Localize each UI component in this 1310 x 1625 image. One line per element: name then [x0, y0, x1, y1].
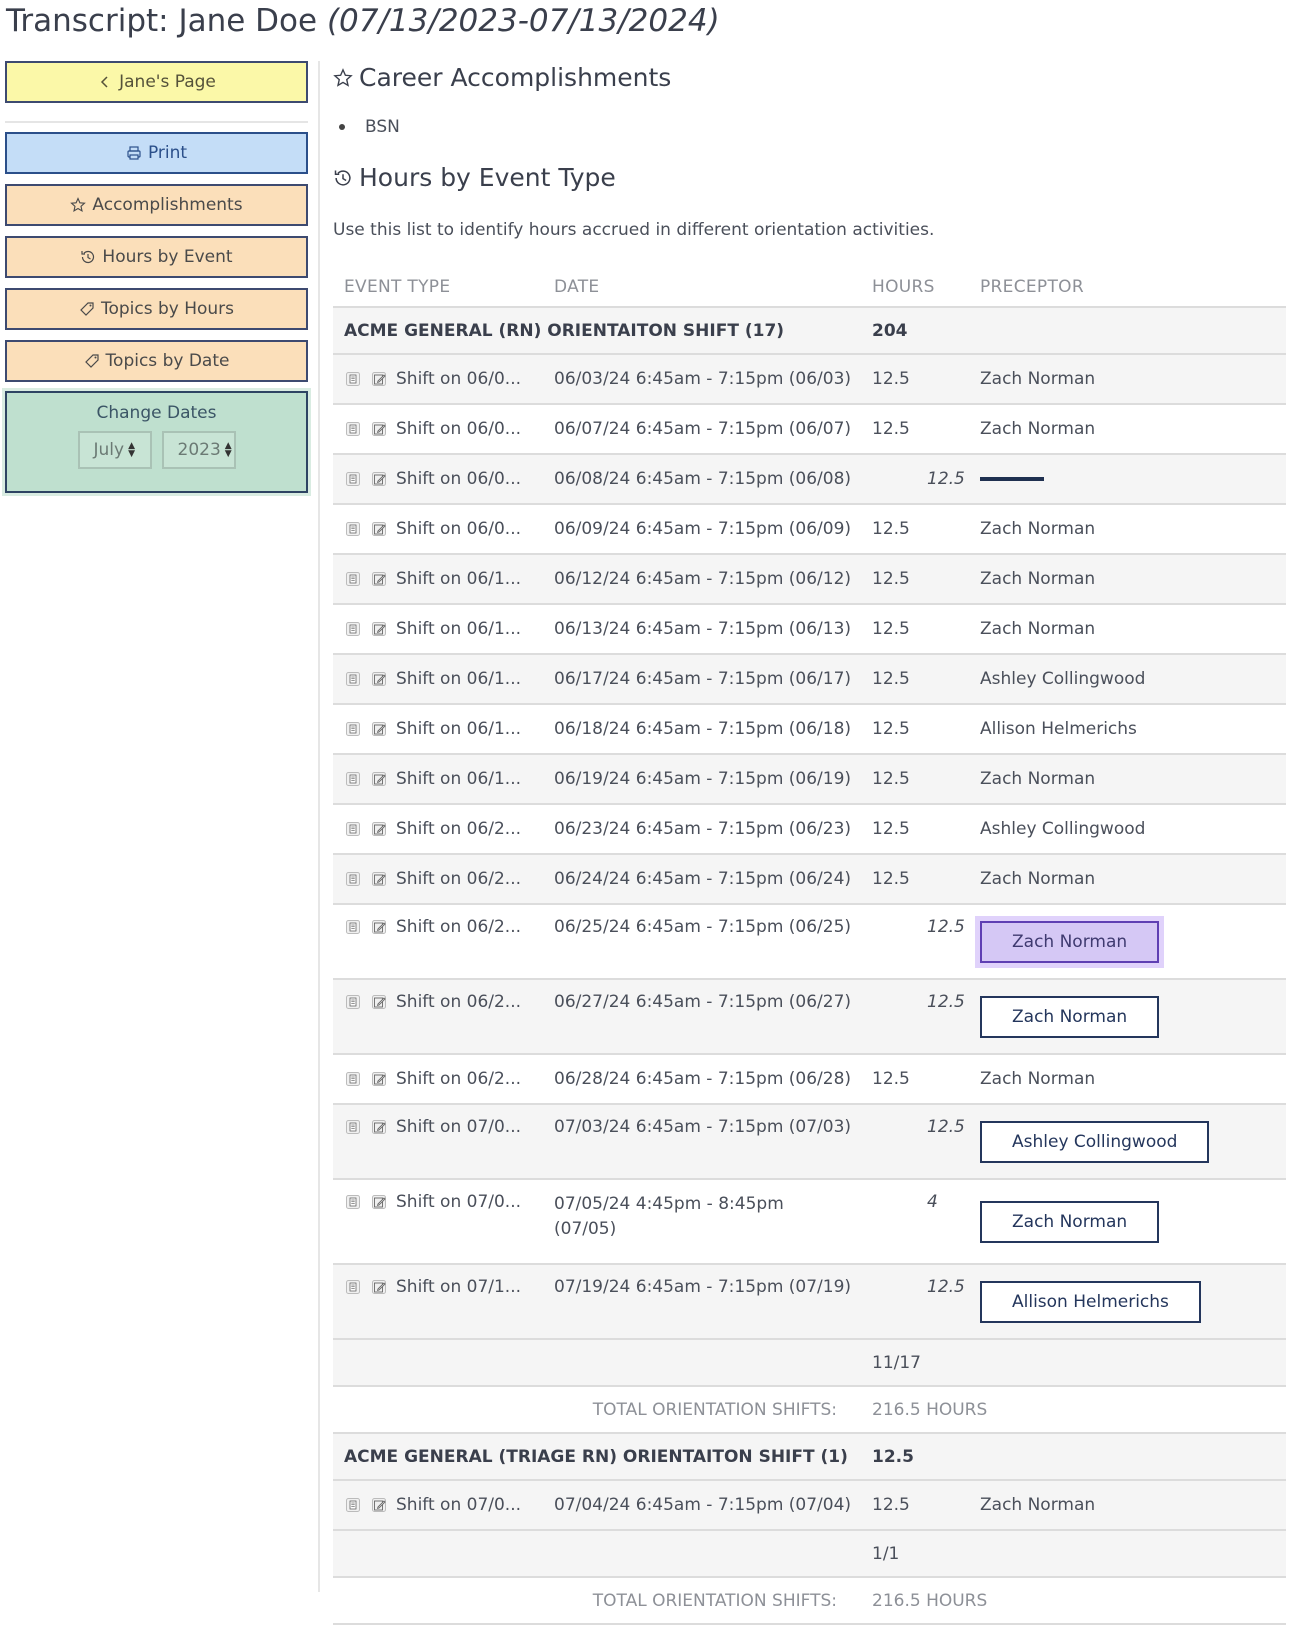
- empty-cell: [333, 1530, 861, 1577]
- table-row: [333, 454, 1286, 504]
- preceptor-cell: [969, 979, 1286, 1054]
- hours-cell: 12.5: [861, 654, 969, 704]
- topics-by-hours-button[interactable]: [5, 288, 308, 330]
- table-row: [333, 1054, 1286, 1104]
- table-row: [333, 1179, 1286, 1264]
- document-icon[interactable]: [344, 370, 362, 388]
- event-cell: [333, 1179, 543, 1264]
- hours-cell: 12.5: [861, 504, 969, 554]
- event-cell: [333, 1054, 543, 1104]
- edit-icon[interactable]: [370, 770, 388, 788]
- document-icon[interactable]: [344, 470, 362, 488]
- group-hours: 204: [861, 307, 969, 354]
- preceptor-cell: [969, 604, 1286, 654]
- group-count: 1/1: [861, 1530, 969, 1577]
- group-total-row: [333, 1577, 1286, 1624]
- hours-by-event-button-label: Hours by Event: [102, 247, 233, 267]
- preceptor-name: Zach Norman: [980, 369, 1096, 389]
- hours-cell: 12.5: [861, 604, 969, 654]
- group-count-row: [333, 1530, 1286, 1577]
- preceptor-name: Zach Norman: [980, 1495, 1096, 1515]
- date-cell: 06/03/24 6:45am - 7:15pm (06/03): [543, 354, 861, 404]
- table-row: [333, 904, 1286, 979]
- edit-icon[interactable]: [370, 570, 388, 588]
- preceptor-cell: [969, 1179, 1286, 1264]
- table-row: [333, 604, 1286, 654]
- date-cell: 06/27/24 6:45am - 7:15pm (06/27): [543, 979, 861, 1054]
- page-title: [6, 0, 720, 42]
- event-name: Shift on 06/2...: [396, 917, 522, 937]
- date-cell: 06/25/24 6:45am - 7:15pm (06/25): [543, 904, 861, 979]
- hours-cell: 12.5: [861, 554, 969, 604]
- event-name: Shift on 06/1...: [396, 719, 522, 739]
- event-name: Shift on 06/1...: [396, 619, 522, 639]
- preceptor-name: Zach Norman: [980, 569, 1096, 589]
- preceptor-button[interactable]: Zach Norman: [980, 921, 1159, 963]
- history-icon: [80, 249, 96, 265]
- column-header-preceptor: PRECEPTOR: [969, 268, 1286, 307]
- event-name: Shift on 06/0...: [396, 469, 522, 489]
- event-name: Shift on 06/0...: [396, 369, 522, 389]
- group-name: ACME GENERAL (TRIAGE RN) ORIENTAITON SHIFT (1): [333, 1433, 861, 1480]
- change-dates-panel: [5, 391, 308, 493]
- edit-icon[interactable]: [370, 720, 388, 738]
- event-cell: [333, 979, 543, 1054]
- empty-cell: [333, 1339, 861, 1386]
- document-icon[interactable]: [344, 1070, 362, 1088]
- hours-cell: 12.5: [861, 1054, 969, 1104]
- star-icon: [70, 197, 86, 213]
- table-row: [333, 1264, 1286, 1339]
- date-cell: 06/18/24 6:45am - 7:15pm (06/18): [543, 704, 861, 754]
- career-accomplishments-heading: [333, 63, 671, 92]
- document-icon[interactable]: [344, 1496, 362, 1514]
- sidebar-divider: [5, 121, 308, 123]
- preceptor-cell: [969, 754, 1286, 804]
- date-cell: 06/09/24 6:45am - 7:15pm (06/09): [543, 504, 861, 554]
- history-icon: [333, 168, 353, 188]
- date-cell: 07/03/24 6:45am - 7:15pm (07/03): [543, 1104, 861, 1179]
- preceptor-name: Zach Norman: [980, 619, 1096, 639]
- document-icon[interactable]: [344, 570, 362, 588]
- hours-by-event-button[interactable]: [5, 236, 308, 278]
- event-cell: [333, 1480, 543, 1530]
- preceptor-cell: [969, 504, 1286, 554]
- tag-icon: [79, 301, 95, 317]
- document-icon[interactable]: [344, 520, 362, 538]
- group-total-row: [333, 1386, 1286, 1433]
- date-cell: 06/07/24 6:45am - 7:15pm (06/07): [543, 404, 861, 454]
- event-name: Shift on 07/0...: [396, 1192, 522, 1212]
- table-row: [333, 1480, 1286, 1530]
- topics-by-hours-button-label: Topics by Hours: [100, 299, 235, 319]
- event-cell: [333, 504, 543, 554]
- year-select-value: 2023: [177, 440, 221, 460]
- document-icon[interactable]: [344, 620, 362, 638]
- event-name: Shift on 06/0...: [396, 519, 522, 539]
- group-empty-cell: [969, 307, 1286, 354]
- table-row: [333, 854, 1286, 904]
- bullet-icon: [339, 124, 345, 130]
- career-accomplishments-heading-text: Career Accomplishments: [359, 63, 672, 92]
- chevron-left-icon: [97, 74, 113, 90]
- table-row: [333, 554, 1286, 604]
- edit-icon[interactable]: [370, 1496, 388, 1514]
- date-cell: 07/05/24 4:45pm - 8:45pm (07/05): [543, 1179, 861, 1264]
- preceptor-cell: [969, 454, 1286, 504]
- preceptor-cell: [969, 554, 1286, 604]
- edit-icon[interactable]: [370, 870, 388, 888]
- edit-icon[interactable]: [370, 1070, 388, 1088]
- table-row: [333, 704, 1286, 754]
- table-row: [333, 504, 1286, 554]
- event-cell: [333, 804, 543, 854]
- print-button[interactable]: [5, 132, 308, 174]
- edit-icon[interactable]: [370, 993, 388, 1011]
- event-name: Shift on 06/2...: [396, 992, 522, 1012]
- table-row: [333, 654, 1286, 704]
- date-cell: 06/24/24 6:45am - 7:15pm (06/24): [543, 854, 861, 904]
- date-cell: 06/12/24 6:45am - 7:15pm (06/12): [543, 554, 861, 604]
- preceptor-cell: [969, 854, 1286, 904]
- event-cell: [333, 1104, 543, 1179]
- document-icon[interactable]: [344, 1193, 362, 1211]
- edit-icon[interactable]: [370, 470, 388, 488]
- preceptor-name: Zach Norman: [980, 769, 1096, 789]
- month-select[interactable]: [78, 431, 152, 469]
- date-cell: 07/19/24 6:45am - 7:15pm (07/19): [543, 1264, 861, 1339]
- event-name: Shift on 06/0...: [396, 419, 522, 439]
- preceptor-cell: [969, 1264, 1286, 1339]
- hours-cell: 12.5: [861, 904, 969, 979]
- table-row: [333, 1104, 1286, 1179]
- unassigned-preceptor-line: [980, 477, 1044, 481]
- empty-cell: [969, 1530, 1286, 1577]
- select-arrows-icon: ▲ ▼: [128, 441, 135, 459]
- event-name: Shift on 06/1...: [396, 669, 522, 689]
- hours-cell: 12.5: [861, 404, 969, 454]
- date-cell: 07/04/24 6:45am - 7:15pm (07/04): [543, 1480, 861, 1530]
- group-hours: 12.5: [861, 1433, 969, 1480]
- preceptor-cell: [969, 404, 1286, 454]
- total-value: 216.5 HOURS: [861, 1386, 1286, 1433]
- topics-by-date-button-label: Topics by Date: [105, 351, 230, 371]
- preceptor-cell: [969, 904, 1286, 979]
- edit-icon[interactable]: [370, 520, 388, 538]
- preceptor-name: Zach Norman: [980, 1069, 1096, 1089]
- back-button-label: Jane's Page: [119, 72, 216, 92]
- event-cell: [333, 554, 543, 604]
- title-date-range: (07/13/2023-07/13/2024): [326, 3, 720, 39]
- group-header-row: [333, 1433, 1286, 1480]
- document-icon[interactable]: [344, 820, 362, 838]
- hours-cell: 12.5: [861, 354, 969, 404]
- preceptor-name: Ashley Collingwood: [980, 819, 1146, 839]
- document-icon[interactable]: [344, 1278, 362, 1296]
- table-row: [333, 354, 1286, 404]
- date-cell: 06/23/24 6:45am - 7:15pm (06/23): [543, 804, 861, 854]
- event-cell: [333, 704, 543, 754]
- accomplishments-button[interactable]: [5, 184, 308, 226]
- group-count: 11/17: [861, 1339, 969, 1386]
- preceptor-cell: [969, 354, 1286, 404]
- edit-icon[interactable]: [370, 1118, 388, 1136]
- title-name: Transcript: Jane Doe: [6, 3, 318, 39]
- preceptor-button[interactable]: Ashley Collingwood: [980, 1121, 1209, 1163]
- hours-cell: 12.5: [861, 754, 969, 804]
- sidebar-separator: [318, 61, 320, 1592]
- empty-cell: [969, 1339, 1286, 1386]
- column-header-event-type: EVENT TYPE: [333, 268, 543, 307]
- month-select-value: July: [93, 440, 125, 460]
- edit-icon[interactable]: [370, 670, 388, 688]
- event-cell: [333, 454, 543, 504]
- select-arrows-icon: ▲ ▼: [224, 441, 232, 459]
- group-count-row: [333, 1339, 1286, 1386]
- hours-cell: 12.5: [861, 804, 969, 854]
- hours-cell: 12.5: [861, 1104, 969, 1179]
- document-icon[interactable]: [344, 770, 362, 788]
- group-empty-cell: [969, 1433, 1286, 1480]
- preceptor-cell: [969, 654, 1286, 704]
- edit-icon[interactable]: [370, 420, 388, 438]
- event-cell: [333, 754, 543, 804]
- event-cell: [333, 1264, 543, 1339]
- total-value: 216.5 HOURS: [861, 1577, 1286, 1624]
- hours-intro-text: Use this list to identify hours accrued in different orientation activities.: [333, 220, 935, 240]
- hours-by-event-type-heading: [333, 163, 616, 192]
- document-icon[interactable]: [344, 670, 362, 688]
- change-dates-title: Change Dates: [96, 403, 217, 423]
- back-to-janes-page-button[interactable]: [5, 61, 308, 103]
- hours-cell: 12.5: [861, 1480, 969, 1530]
- hours-table: [333, 268, 1286, 1625]
- preceptor-button[interactable]: Allison Helmerichs: [980, 1281, 1201, 1323]
- accomplishments-button-label: Accomplishments: [92, 195, 243, 215]
- star-icon: [333, 68, 353, 88]
- preceptor-name: Zach Norman: [980, 869, 1096, 889]
- date-cell: 06/13/24 6:45am - 7:15pm (06/13): [543, 604, 861, 654]
- hours-cell: 12.5: [861, 704, 969, 754]
- table-row: [333, 404, 1286, 454]
- preceptor-button[interactable]: Zach Norman: [980, 1201, 1159, 1243]
- print-button-label: Print: [147, 143, 188, 163]
- preceptor-cell: [969, 804, 1286, 854]
- preceptor-cell: [969, 1054, 1286, 1104]
- event-name: Shift on 06/1...: [396, 769, 522, 789]
- date-cell: 06/17/24 6:45am - 7:15pm (06/17): [543, 654, 861, 704]
- event-cell: [333, 604, 543, 654]
- group-header-row: [333, 307, 1286, 354]
- event-cell: [333, 354, 543, 404]
- event-cell: [333, 404, 543, 454]
- event-cell: [333, 854, 543, 904]
- preceptor-cell: [969, 1104, 1286, 1179]
- event-cell: [333, 904, 543, 979]
- accomplishments-list: [333, 117, 400, 137]
- document-icon[interactable]: [344, 993, 362, 1011]
- hours-cell: 12.5: [861, 854, 969, 904]
- event-name: Shift on 06/1...: [396, 569, 522, 589]
- preceptor-name: Ashley Collingwood: [980, 669, 1146, 689]
- document-icon[interactable]: [344, 918, 362, 936]
- printer-icon: [126, 145, 142, 161]
- tag-icon: [84, 353, 100, 369]
- edit-icon[interactable]: [370, 1278, 388, 1296]
- preceptor-cell: [969, 704, 1286, 754]
- hours-by-event-type-heading-text: Hours by Event Type: [359, 163, 616, 192]
- date-cell: 06/19/24 6:45am - 7:15pm (06/19): [543, 754, 861, 804]
- hours-cell: 4: [861, 1179, 969, 1264]
- document-icon[interactable]: [344, 1118, 362, 1136]
- list-item: BSN: [365, 117, 400, 137]
- event-name: Shift on 07/0...: [396, 1495, 522, 1515]
- group-name: ACME GENERAL (RN) ORIENTAITON SHIFT (17): [333, 307, 861, 354]
- date-cell: 06/08/24 6:45am - 7:15pm (06/08): [543, 454, 861, 504]
- preceptor-name: Zach Norman: [980, 419, 1096, 439]
- event-name: Shift on 07/1...: [396, 1277, 522, 1297]
- event-name: Shift on 06/2...: [396, 819, 522, 839]
- table-row: [333, 979, 1286, 1054]
- preceptor-name: Zach Norman: [980, 519, 1096, 539]
- edit-icon[interactable]: [370, 620, 388, 638]
- year-select[interactable]: [162, 431, 236, 469]
- edit-icon[interactable]: [370, 820, 388, 838]
- event-name: Shift on 07/0...: [396, 1117, 522, 1137]
- hours-cell: 12.5: [861, 1264, 969, 1339]
- event-name: Shift on 06/2...: [396, 869, 522, 889]
- event-name: Shift on 06/2...: [396, 1069, 522, 1089]
- document-icon[interactable]: [344, 720, 362, 738]
- preceptor-name: Allison Helmerichs: [980, 719, 1137, 739]
- table-row: [333, 804, 1286, 854]
- event-cell: [333, 654, 543, 704]
- edit-icon[interactable]: [370, 1193, 388, 1211]
- column-header-hours: HOURS: [861, 268, 969, 307]
- document-icon[interactable]: [344, 870, 362, 888]
- hours-cell: 12.5: [861, 979, 969, 1054]
- total-label: TOTAL ORIENTATION SHIFTS:: [333, 1386, 861, 1433]
- table-row: [333, 754, 1286, 804]
- preceptor-button[interactable]: Zach Norman: [980, 996, 1159, 1038]
- edit-icon[interactable]: [370, 370, 388, 388]
- column-header-date: DATE: [543, 268, 861, 307]
- total-label: TOTAL ORIENTATION SHIFTS:: [333, 1577, 861, 1624]
- preceptor-cell: [969, 1480, 1286, 1530]
- topics-by-date-button[interactable]: [5, 340, 308, 382]
- hours-cell: 12.5: [861, 454, 969, 504]
- date-cell: 06/28/24 6:45am - 7:15pm (06/28): [543, 1054, 861, 1104]
- document-icon[interactable]: [344, 420, 362, 438]
- edit-icon[interactable]: [370, 918, 388, 936]
